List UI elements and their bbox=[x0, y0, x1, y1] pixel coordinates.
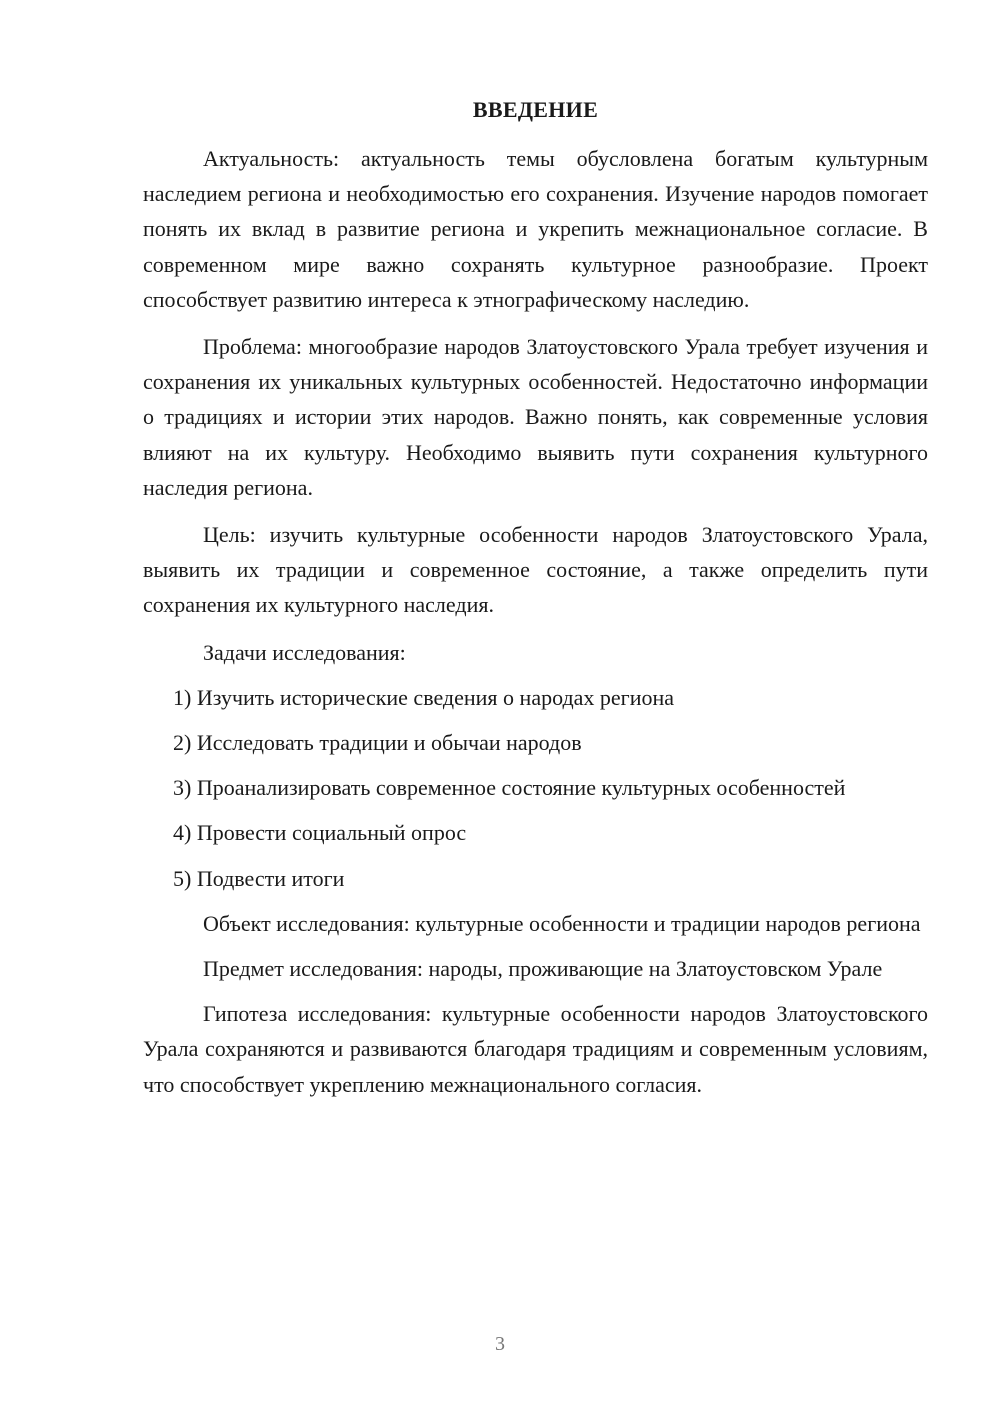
task-item-5: 5) Подвести итоги bbox=[173, 865, 345, 891]
task-item-1: 1) Изучить исторические сведения о народах региона bbox=[173, 684, 675, 710]
section-title: ВВЕДЕНИЕ bbox=[472, 97, 599, 122]
object-paragraph: Объект исследования: культурные особенности и традиции народов региона bbox=[203, 910, 921, 936]
document-page bbox=[143, 92, 928, 1102]
task-item-4: 4) Провести социальный опрос bbox=[173, 820, 467, 846]
task-item-3: 3) Проанализировать современное состояние культурных особенностей bbox=[173, 775, 846, 801]
relevance-paragraph: Актуальность: актуальность темы обусловлена богатым культурным наследием региона и необходимостью его сохранения. Изучение народов помогает понять их вклад в развитие региона и укрепить межнациональное согласие. В современном мире важно сохранять культурное разнообразие. Проект способствует развитию интереса к этнографическому наследию. bbox=[143, 146, 928, 312]
tasks-heading: Задачи исследования: bbox=[203, 639, 406, 665]
hypothesis-paragraph: Гипотеза исследования: культурные особенности народов Златоустовского Урала сохраняются и развиваются благодаря традициям и современным условиям, что способствует укреплению межнационального согласия. bbox=[143, 1001, 928, 1097]
page-number: 3 bbox=[495, 1333, 505, 1355]
task-item-2: 2) Исследовать традиции и обычаи народов bbox=[173, 730, 582, 756]
problem-paragraph: Проблема: многообразие народов Златоустовского Урала требует изучения и сохранения их уникальных культурных особенностей. Недостаточно информации о традициях и истории этих народов. Важно понять, как современные условия влияют на их культуру. Необходимо выявить пути сохранения культурного наследия региона. bbox=[143, 334, 928, 500]
subject-paragraph: Предмет исследования: народы, проживающие на Златоустовском Урале bbox=[203, 956, 883, 982]
goal-paragraph: Цель: изучить культурные особенности народов Златоустовского Урала, выявить их традиции и современное состояние, а также определить пути сохранения их культурного наследия. bbox=[143, 522, 928, 618]
